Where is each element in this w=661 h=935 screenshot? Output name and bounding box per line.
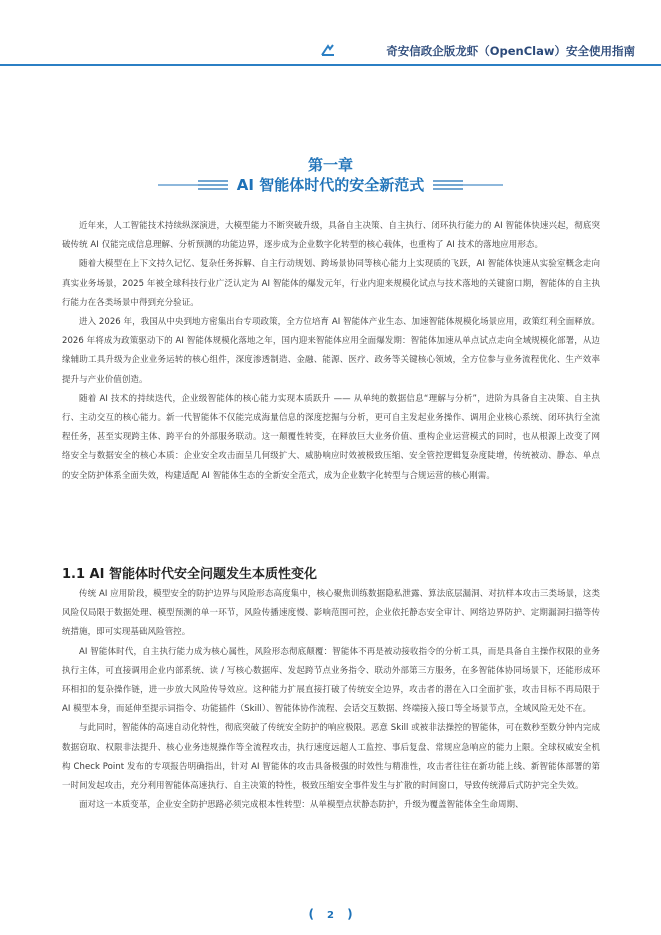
right-bracket-icon: ): [347, 907, 353, 921]
chapter-title: AI 智能体时代的安全新范式: [236, 176, 425, 194]
paragraph: AI 智能体时代，自主执行能力成为核心属性，风险形态彻底颠覆：智能体不再是被动接收指令的分析工具，而是具备自主操作权限的业务执行主体，可直接调用企业内部系统、读 / 写核心数据库、发起跨节点业务指令、联动外部第三方服务，在多智能体协同场景下，还能形成环环相扣的复杂操作链，进一步放大风险传导效应。这种能力扩展直接打破了传统安全边界，攻击者的潜在入口全面扩张，攻击目标不再局限于 AI 模型本身，而延伸至提示词指令、功能插件（Skill）、智能体协作流程、会话交互数据、终端接入接口等全场景节点，全域风险无处不在。: [62, 646, 600, 715]
paragraph: 随着 AI 技术的持续迭代，企业级智能体的核心能力实现本质跃升 —— 从单纯的数据信息“理解与分析”，进阶为具备自主决策、自主执行、主动交互的核心能力。新一代智能体不仅能完成海量信息的深度挖掘与分析，更可自主发起业务操作、调用企业核心系统、闭环执行全流程任务，甚至实现跨主体、跨平台的外部服务联动。这一颠覆性转变，在释放巨大业务价值、重构企业运营模式的同时，也从根源上改变了网络安全与数据安全的核心本质：企业安全攻击面呈几何级扩大、威胁响应时效被极致压缩、安全管控逻辑复杂度陡增，传统被动、静态、单点的安全防护体系全面失效，构建适配 AI 智能体生态的全新安全范式，成为企业数字化转型与合规运营的核心刚需。: [62, 393, 600, 481]
qianxin-logo-icon: [320, 42, 336, 58]
paragraph: 面对这一本质变革，企业安全防护思路必须完成根本性转型：从单模型点状静态防护，升级为覆盖智能体全生命周期、: [79, 800, 524, 811]
paragraph: 进入 2026 年，我国从中央到地方密集出台专项政策，全方位培育 AI 智能体产业生态、加速智能体规模化场景应用，政策红利全面释放。2026 年将成为政策驱动下的 AI 智能体规模化落地之年，国内迎来智能体应用全面爆发期：智能体加速从单点试点走向全域规模化部署，从边缘辅助工具升级为企业业务运转的核心组件，深度渗透制造、金融、能源、医疗、政务等关键核心领域，全方位参与业务流程优化、生产效率提升与产业价值创造。: [62, 317, 600, 385]
left-bracket-icon: (: [308, 907, 314, 921]
page-footer: [0, 903, 661, 922]
guide-title: 奇安信政企版龙虾（OpenClaw）安全使用指南: [386, 44, 635, 58]
section-text: [62, 585, 600, 815]
header-divider: [0, 64, 661, 66]
left-decoration-lines-icon: [158, 178, 228, 192]
paragraph: 与此同时，智能体的高速自动化特性，彻底突破了传统安全防护的响应极限。恶意 Skill 或被非法操控的智能体，可在数秒至数分钟内完成数据窃取、权限非法提升、核心业务违规操作等全流程攻击，执行速度远超人工监控、事后复盘、常规应急响应的能力上限。全球权威安全机构 Check Point 发布的专项报告明确指出，针对 AI 智能体的攻击具备极强的时效性与精准性，攻击者往往在新功能上线、新智能体部署的第一时间发起攻击，充分利用智能体高速执行、自主决策的特性，极致压缩安全事件发生与扩散的时间窗口，导致传统滞后式防护完全失效。: [62, 723, 600, 792]
paragraph: 传统 AI 应用阶段，模型安全的防护边界与风险形态高度集中，核心聚焦训练数据隐私泄露、算法底层漏洞、对抗样本攻击三类场景，这类风险仅局限于数据处理、模型预测的单一环节，风险传播速度慢、影响范围可控，企业依托静态安全审计、网络边界防护、定期漏洞扫描等传统措施，即可实现基础风险管控。: [62, 589, 600, 638]
chapter-number: 第一章: [307, 156, 353, 174]
page-header: [0, 0, 661, 78]
intro-text: [62, 217, 600, 486]
page-number: 2: [327, 910, 334, 921]
section-heading: 1.1 AI 智能体时代安全问题发生本质性变化: [62, 567, 317, 582]
chapter-title-row: [0, 174, 661, 194]
paragraph: 近年来，人工智能技术持续纵深演进，大模型能力不断突破升级，具备自主决策、自主执行、闭环执行能力的 AI 智能体快速兴起，彻底突破传统 AI 仅能完成信息理解、分析预测的功能边界，逐步成为企业数字化转型的核心载体，也重构了 AI 技术的落地应用形态。: [62, 221, 600, 251]
right-decoration-lines-icon: [433, 178, 503, 192]
paragraph: 随着大模型在上下文持久记忆、复杂任务拆解、自主行动规划、跨场景协同等核心能力上实现质的飞跃，AI 智能体快速从实验室概念走向真实业务场景，2025 年被全球科技行业广泛认定为 AI 智能体的爆发元年，行业内迎来规模化试点与技术落地的关键窗口期，智能体的自主执行能力在各类场景中得到充分验证。: [62, 259, 600, 308]
